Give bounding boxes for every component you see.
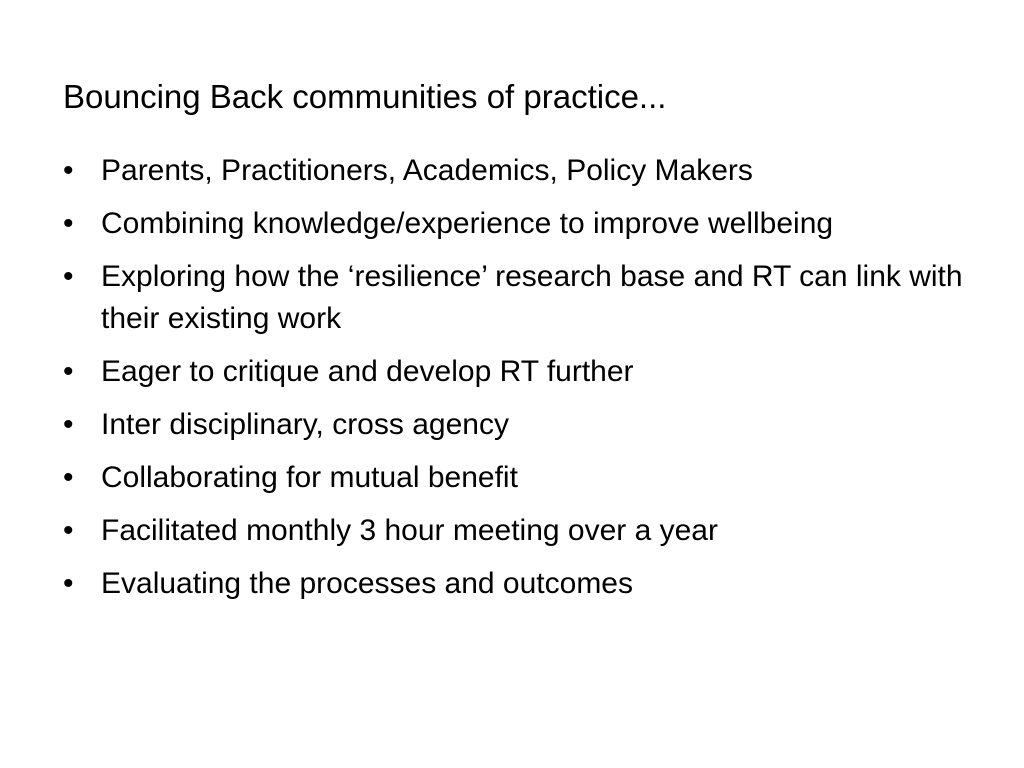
list-item — [63, 404, 963, 446]
bullet-marker: • — [63, 355, 74, 388]
bullet-marker: • — [63, 461, 74, 494]
bullet-text: Exploring how the ‘resilience’ research base and RT can link with their existing work — [101, 260, 963, 335]
list-item — [63, 256, 963, 340]
bullet-list — [63, 150, 963, 616]
bullet-text: Facilitated monthly 3 hour meeting over a year — [101, 514, 718, 547]
bullet-marker: • — [63, 154, 74, 187]
list-item — [63, 510, 963, 552]
bullet-marker: • — [63, 567, 74, 600]
bullet-text: Collaborating for mutual benefit — [101, 461, 518, 494]
slide-title: Bouncing Back communities of practice... — [63, 78, 667, 115]
bullet-text: Evaluating the processes and outcomes — [101, 567, 633, 600]
list-item — [63, 457, 963, 499]
bullet-text: Eager to critique and develop RT further — [101, 355, 634, 388]
list-item — [63, 351, 963, 393]
bullet-marker: • — [63, 207, 74, 240]
bullet-text: Combining knowledge/experience to improve wellbeing — [101, 207, 834, 240]
bullet-text: Inter disciplinary, cross agency — [101, 408, 509, 441]
list-item — [63, 150, 963, 192]
list-item — [63, 203, 963, 245]
list-item — [63, 563, 963, 605]
bullet-marker: • — [63, 514, 74, 547]
bullet-text: Parents, Practitioners, Academics, Policy Makers — [101, 154, 753, 187]
bullet-marker: • — [63, 260, 74, 293]
bullet-marker: • — [63, 408, 74, 441]
